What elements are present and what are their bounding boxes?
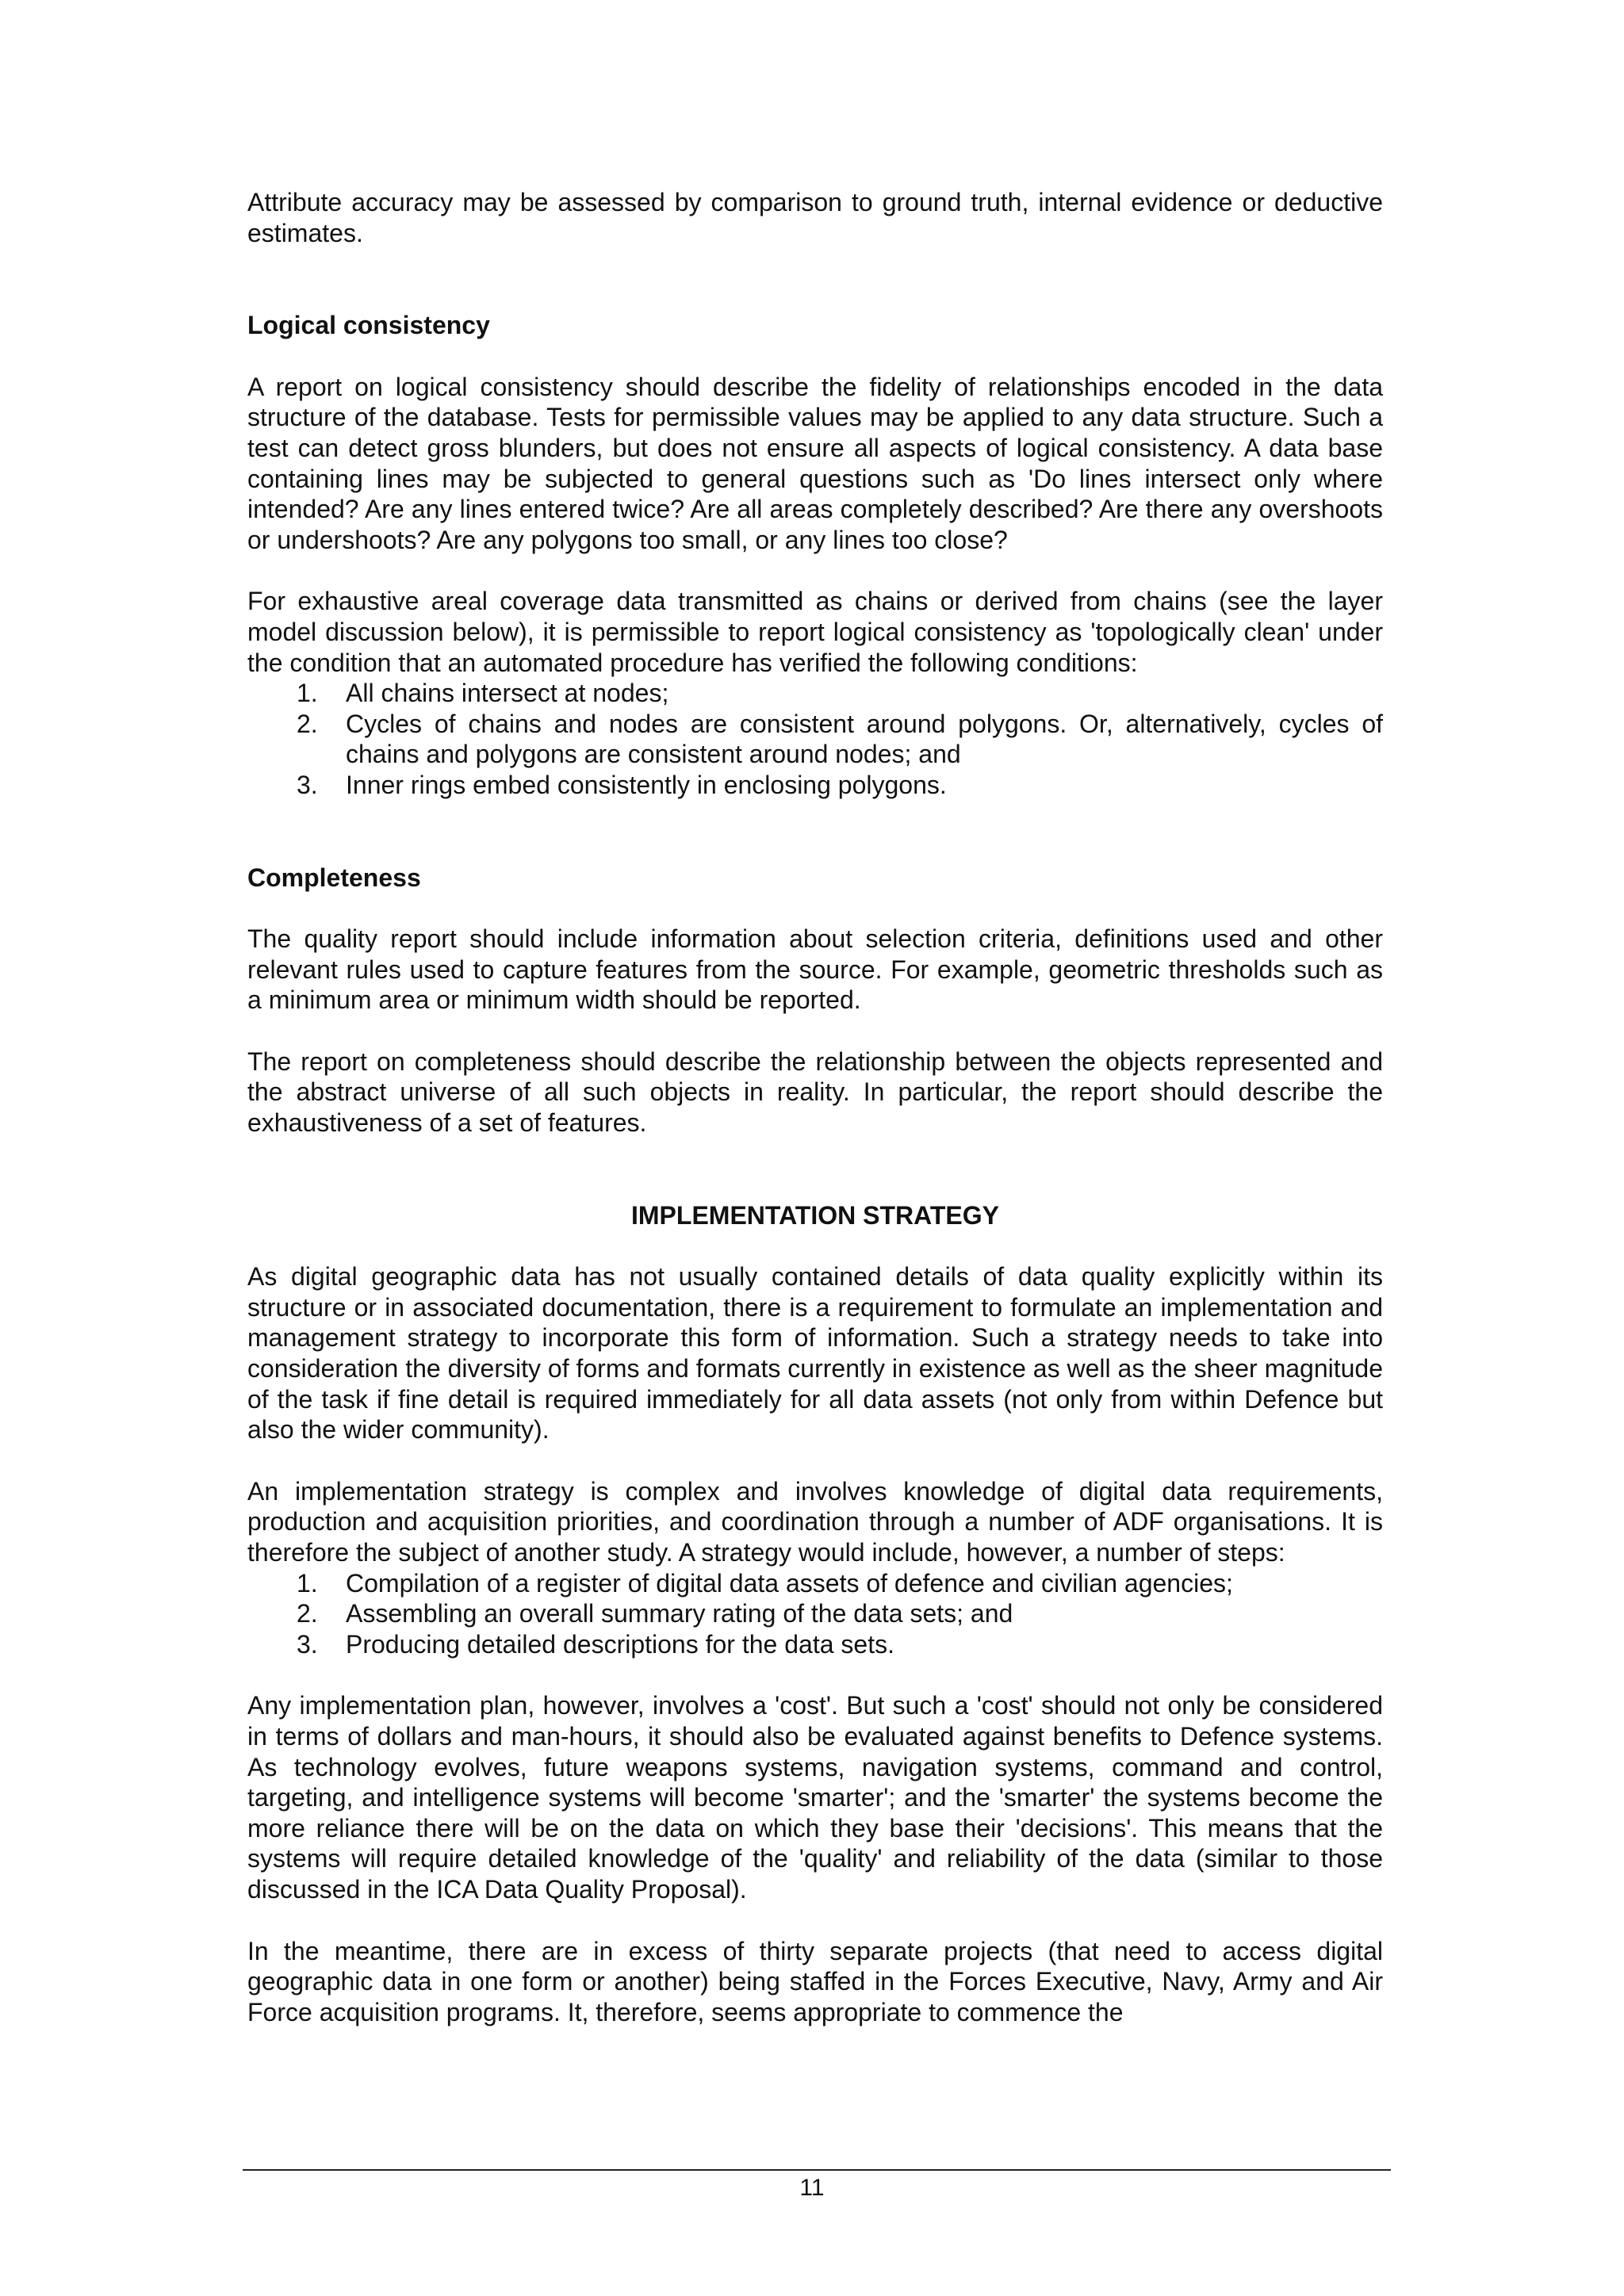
- list-item-number: 3.: [297, 770, 318, 799]
- list-item-number: 1.: [297, 679, 318, 708]
- list-item-text: Assembling an overall summary rating of the data sets; and: [346, 1599, 1013, 1628]
- list-item-text: Inner rings embed consistently in enclosing polygons.: [346, 770, 947, 799]
- list-item: [247, 1598, 1383, 1629]
- page-content: [247, 187, 1383, 2027]
- list-item: [247, 678, 1383, 709]
- paragraph-logical-consistency-2: For exhaustive areal coverage data transmitted as chains or derived from chains (see the layer model discussion below), it is permissible to report logical consistency as 'topologically clean' under the condition that an automated procedure has verified the following conditions:: [247, 587, 1383, 677]
- heading-completeness: Completeness: [247, 863, 421, 892]
- heading-logical-consistency: Logical consistency: [247, 311, 490, 340]
- list-item-number: 2.: [297, 1599, 318, 1628]
- paragraph-implementation-2: An implementation strategy is complex and involves knowledge of digital data requirements, production and acquisition priorities, and coordination through a number of ADF organisations. It is therefore the subject of another study. A strategy would include, however, a number of steps:: [247, 1476, 1383, 1567]
- paragraph-completeness-2: The report on completeness should describe the relationship between the objects represented and the abstract universe of all such objects in reality. In particular, the report should describe the exhaustiveness of a set of features.: [247, 1047, 1383, 1138]
- paragraph-implementation-1: As digital geographic data has not usually contained details of data quality explicitly within its structure or in associated documentation, there is a requirement to formulate an implementation and management strategy to incorporate this form of information. Such a strategy needs to take into consideration the diversity of forms and formats currently in existence as well as the sheer magnitude of the task if fine detail is required immediately for all data assets (not only from within Defence but also the wider community).: [247, 1262, 1383, 1445]
- topology-conditions-list: [247, 678, 1383, 800]
- list-item: [247, 1568, 1383, 1599]
- list-item-text: All chains intersect at nodes;: [346, 679, 669, 708]
- list-item-text: Producing detailed descriptions for the data sets.: [346, 1629, 894, 1659]
- paragraph-implementation-4: In the meantime, there are in excess of thirty separate projects (that need to access digital geographic data in one form or another) being staffed in the Forces Executive, Navy, Army and Air Force acquisition programs. It, therefore, seems appropriate to commence the: [247, 1936, 1383, 2026]
- heading-implementation-strategy: IMPLEMENTATION STRATEGY: [631, 1200, 999, 1230]
- paragraph-attribute-accuracy: Attribute accuracy may be assessed by comparison to ground truth, internal evidence or deductive estimates.: [247, 188, 1383, 247]
- paragraph-logical-consistency-1: A report on logical consistency should describe the fidelity of relationships encoded in the data structure of the database. Tests for permissible values may be applied to any data structure. Such a test can detect gross blunders, but does not ensure all aspects of logical consistency. A data base containing lines may be subjected to general questions such as 'Do lines intersect only where intended? Are any lines entered twice? Are all areas completely described? Are there any overshoots or undershoots? Are any polygons too small, or any lines too close?: [247, 372, 1383, 554]
- list-item-text: Cycles of chains and nodes are consistent around polygons. Or, alternatively, cycles of chains and polygons are consistent around nodes; and: [346, 709, 1383, 769]
- list-item-number: 2.: [297, 709, 318, 738]
- paragraph-implementation-3: Any implementation plan, however, involves a 'cost'. But such a 'cost' should not only be considered in terms of dollars and man-hours, it should also be evaluated against benefits to Defence systems. As technology evolves, future weapons systems, navigation systems, command and control, targeting, and intelligence systems will become 'smarter'; and the 'smarter' the systems become the more reliance there will be on the data on which they base their 'decisions'. This means that the systems will require detailed knowledge of the 'quality' and reliability of the data (similar to those discussed in the ICA Data Quality Proposal).: [247, 1691, 1383, 1904]
- list-item-number: 3.: [297, 1629, 318, 1659]
- paragraph-completeness-1: The quality report should include information about selection criteria, definitions used and other relevant rules used to capture features from the source. For example, geometric thresholds such as a minimum area or minimum width should be reported.: [247, 924, 1383, 1015]
- list-item: [247, 709, 1383, 770]
- footer-divider: [243, 2169, 1391, 2171]
- list-item-number: 1.: [297, 1568, 318, 1598]
- page-number: 11: [799, 2175, 825, 2201]
- list-item: [247, 770, 1383, 801]
- list-item: [247, 1629, 1383, 1660]
- list-item-text: Compilation of a register of digital data assets of defence and civilian agencies;: [346, 1568, 1233, 1598]
- strategy-steps-list: [247, 1568, 1383, 1660]
